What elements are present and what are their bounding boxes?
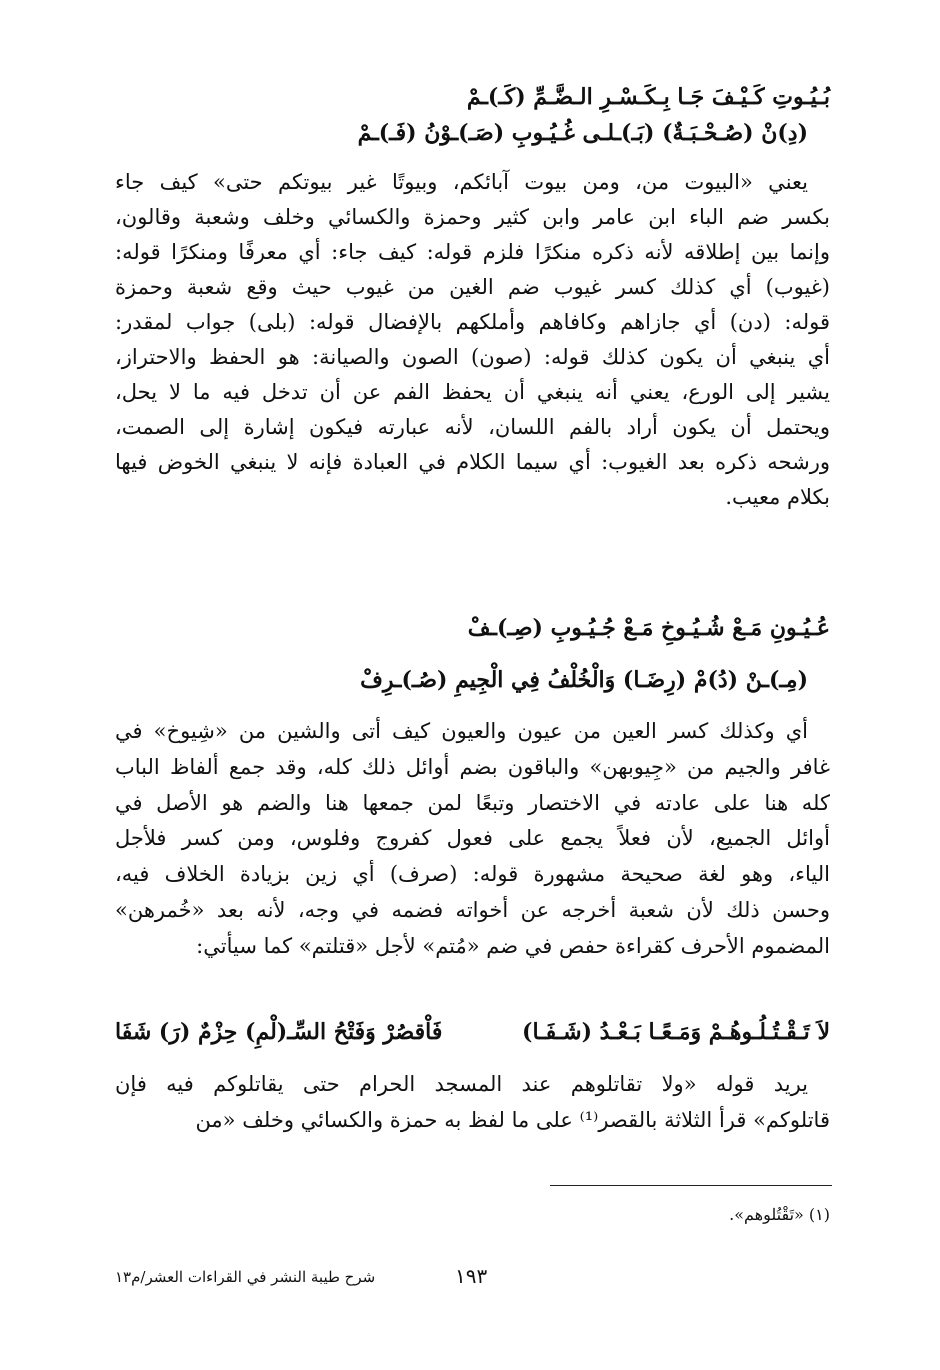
verse-couplet	[115, 1015, 830, 1049]
footnote-divider	[550, 1185, 832, 1186]
text-line: أي ينبغي أن يكون كذلك قوله: (صون) الصون والصيانة: هو الحفظ والاحتراز،	[115, 345, 830, 369]
text-line: بكسر ضم الباء ابن عامر وابن كثير وحمزة والكسائي وخلف وشعبة وقالون،	[115, 205, 830, 229]
verse-line: بُـيُـوتِ كَـيْـفَ جَـا بِـكَـسْـرِ الـضَّـمِّ (كَـ)ـمْ	[466, 84, 830, 110]
text-line: المضموم الأحرف كقراءة حفص في ضم «مُتم» لأجل «قتلتم» كما سيأتي:	[196, 933, 830, 958]
text-line: بكلام معيب.	[725, 485, 830, 509]
verse-line: (مِـ)ـنْ (دُ)مْ (رِضَـا) وَالْخُلْفُ فِي الْجِيمِ (صُـ)ـرِفْ	[360, 667, 808, 693]
text-line: ورشحه ذكره بعد الغيوب: أي سيما الكلام في العبادة فإنه لا ينبغي الخوض فيها	[115, 450, 830, 474]
text-line: غافر والجيم من «جِيوبهن» والباقون بضم أوائل ذلك كله، وقد جمع ألفاظ الباب	[115, 754, 830, 779]
text-line: أي وكذلك كسر العين من عيون والعيون كيف أتى والشين من «شِيوخ» في	[115, 719, 808, 743]
text-line: يشير إلى الورع، يعني أنه ينبغي أن يحفظ الفم عن أن تدخل فيه ما لا يحل،	[115, 380, 830, 404]
text-line: يعني «البيوت من، ومن بيوت آبائكم، وبيوتًا غير بيوتكم حتى» كيف جاء	[115, 170, 809, 194]
verse-line: عُـيُـونِ مَـعْ شُـيُـوخِ مَـعْ جُـيُـوبِ (صِـ)ـفْ	[467, 615, 830, 641]
text-line: الياء، وهو لغة صحيحة مشهورة قوله: (صرف) أي زين بزيادة الخلاف فيه،	[115, 862, 830, 887]
running-footer-title: شرح طيبة النشر في القراءات العشر/م١٣	[115, 1268, 376, 1286]
verse-hemistich-left: فَاْقصُرْ وَفَتْحُ السِّـ(لْمِ) حِزْمٌ (رَ) شَفَا	[115, 1019, 443, 1045]
verse-line: (دِ)نْ (صُـحْـبَـةٌ) (بَـ)ـلـى غُـيُـوبِ (صَـ)ـوْنُ (فَـ)ـمْ	[357, 120, 808, 146]
text-line: وحسن ذلك لأن شعبة أخرجه عن أخواته فضمه في وجه، لأنه بعد «خُمرهن»	[115, 898, 830, 922]
verse-hemistich-right: لاَ تَـقْـتُـلُـوهُـمْ وَمَـعًـا بَـعْـدُ (شَـفَـا)	[522, 1019, 830, 1045]
text-line: وإنما بين إطلاقه لأنه ذكره منكرًا فلزم قوله: كيف جاء: أي معرفًا ومنكرًا قوله:	[115, 240, 830, 264]
text-line: أوائل الجميع، لأن فعلاً يجمع على فعول كفروج وفلوس، ومن كسر فلأجل	[115, 826, 830, 851]
text-line: (غيوب) أي كذلك كسر غيوب ضم الغين من غيوب حيث وقع شعبة وحمزة	[115, 275, 830, 299]
text-line: قوله: (دن) أي جازاهم وكافاهم وأملكهم بالإفضال قوله: (بلى) جواب لمقدر:	[115, 310, 830, 334]
text-line: يريد قوله «ولا تقاتلوهم عند المسجد الحرام حتى يقاتلوكم فيه فإن	[115, 1072, 808, 1096]
footnote: (١) «تَقْتُلوهم».	[729, 1205, 830, 1224]
text-line: ويحتمل أن يكون أراد بالفم اللسان، لأنه عبارته فيكون إشارة إلى الصمت،	[115, 415, 830, 439]
page-number: ١٩٣	[455, 1264, 488, 1288]
text-line: كله هنا على عادته في الاختصار وتبعًا لمن جمعها هنا والضم هو الأصل في	[115, 790, 830, 815]
text-line: قاتلوكم» قرأ الثلاثة بالقصر⁽¹⁾ على ما لفظ به حمزة والكسائي وخلف «من	[195, 1108, 830, 1132]
